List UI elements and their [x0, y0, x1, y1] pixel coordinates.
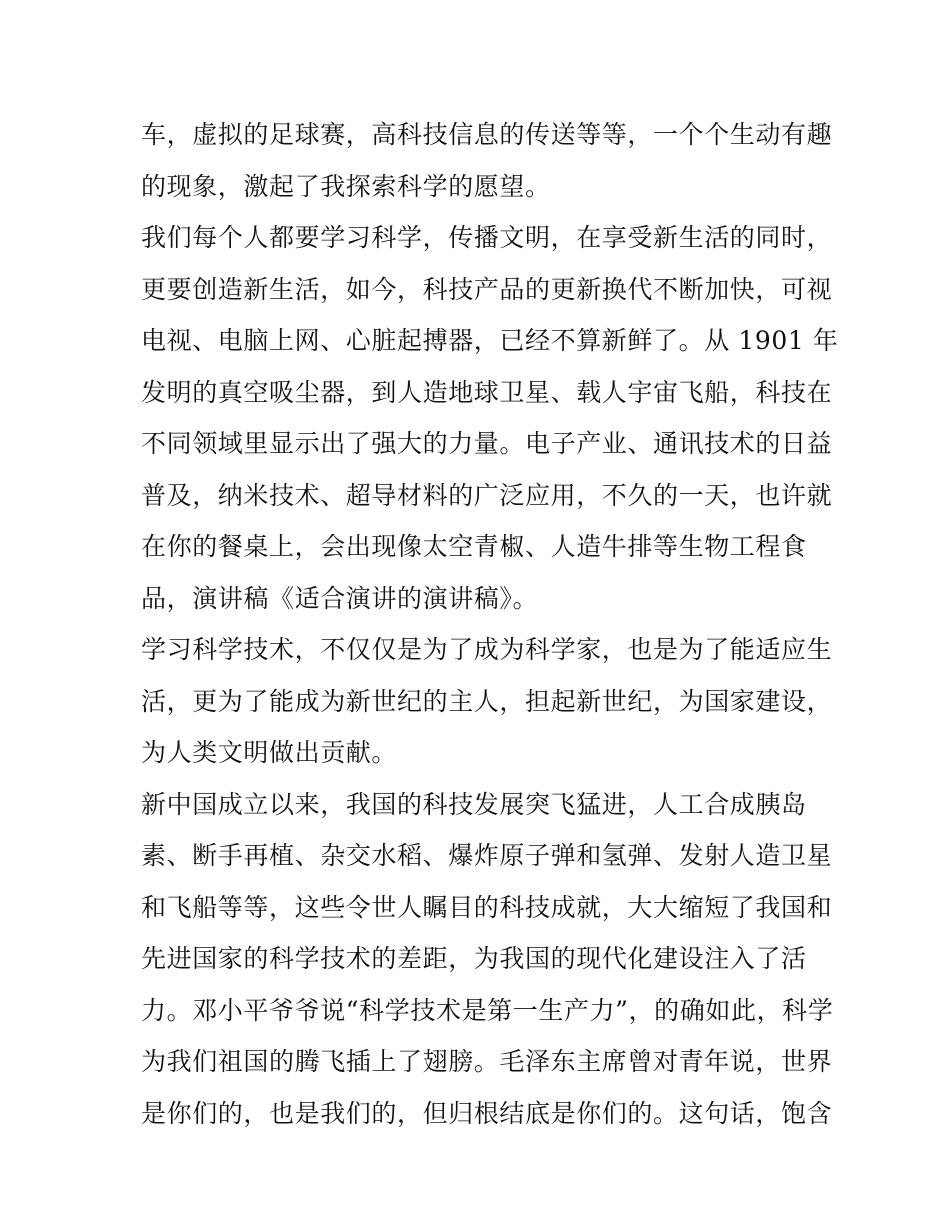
text-line: 品，演讲稿《适合演讲的演讲稿》。	[141, 583, 539, 613]
text-line: 力。邓小平爷爷说“科学技术是第一生产力”，的确如此，科学	[141, 995, 834, 1025]
body-text	[141, 109, 839, 1139]
text-line: 发明的真空吸尘器，到人造地球卫星、载人宇宙飞船，科技在	[141, 377, 833, 407]
text-line: 和飞船等等，这些令世人瞩目的科技成就，大大缩短了我国和	[141, 892, 833, 922]
text-line: 我们每个人都要学习科学，传播文明，在享受新生活的同时，	[141, 223, 833, 252]
text-line: 在你的餐桌上，会出现像太空青椒、人造牛排等生物工程食	[141, 532, 807, 561]
text-line: 新中国成立以来，我国的科技发展突飞猛进，人工合成胰岛	[141, 789, 807, 819]
text-line: 素、断手再植、杂交水稻、爆炸原子弹和氢弹、发射人造卫星	[141, 841, 833, 870]
text-line: 车，虚拟的足球赛，高科技信息的传送等等，一个个生动有趣	[141, 120, 833, 149]
text-line: 学习科学技术，不仅仅是为了成为科学家，也是为了能适应生	[141, 635, 833, 664]
text-line: 先进国家的科学技术的差距，为我国的现代化建设注入了活	[141, 944, 807, 973]
text-line: 活，更为了能成为新世纪的主人，担起新世纪，为国家建设，	[141, 686, 833, 716]
text-line: 普及，纳米技术、超导材料的广泛应用，不久的一天，也许就	[141, 480, 833, 510]
text-line: 更要创造新生活，如今，科技产品的更新换代不断加快，可视	[141, 274, 833, 304]
text-line: 为我们祖国的腾飞插上了翅膀。毛泽东主席曾对青年说，世界	[141, 1047, 833, 1076]
text-line: 电视、电脑上网、心脏起搏器，已经不算新鲜了。从 1901 年	[141, 326, 839, 355]
text-line: 为人类文明做出贡献。	[141, 738, 398, 767]
text-line: 是你们的，也是我们的，但归根结底是你们的。这句话，饱含	[141, 1098, 833, 1128]
text-line: 不同领域里显示出了强大的力量。电子产业、通讯技术的日益	[141, 429, 833, 458]
text-line: 的现象，激起了我探索科学的愿望。	[141, 171, 551, 201]
